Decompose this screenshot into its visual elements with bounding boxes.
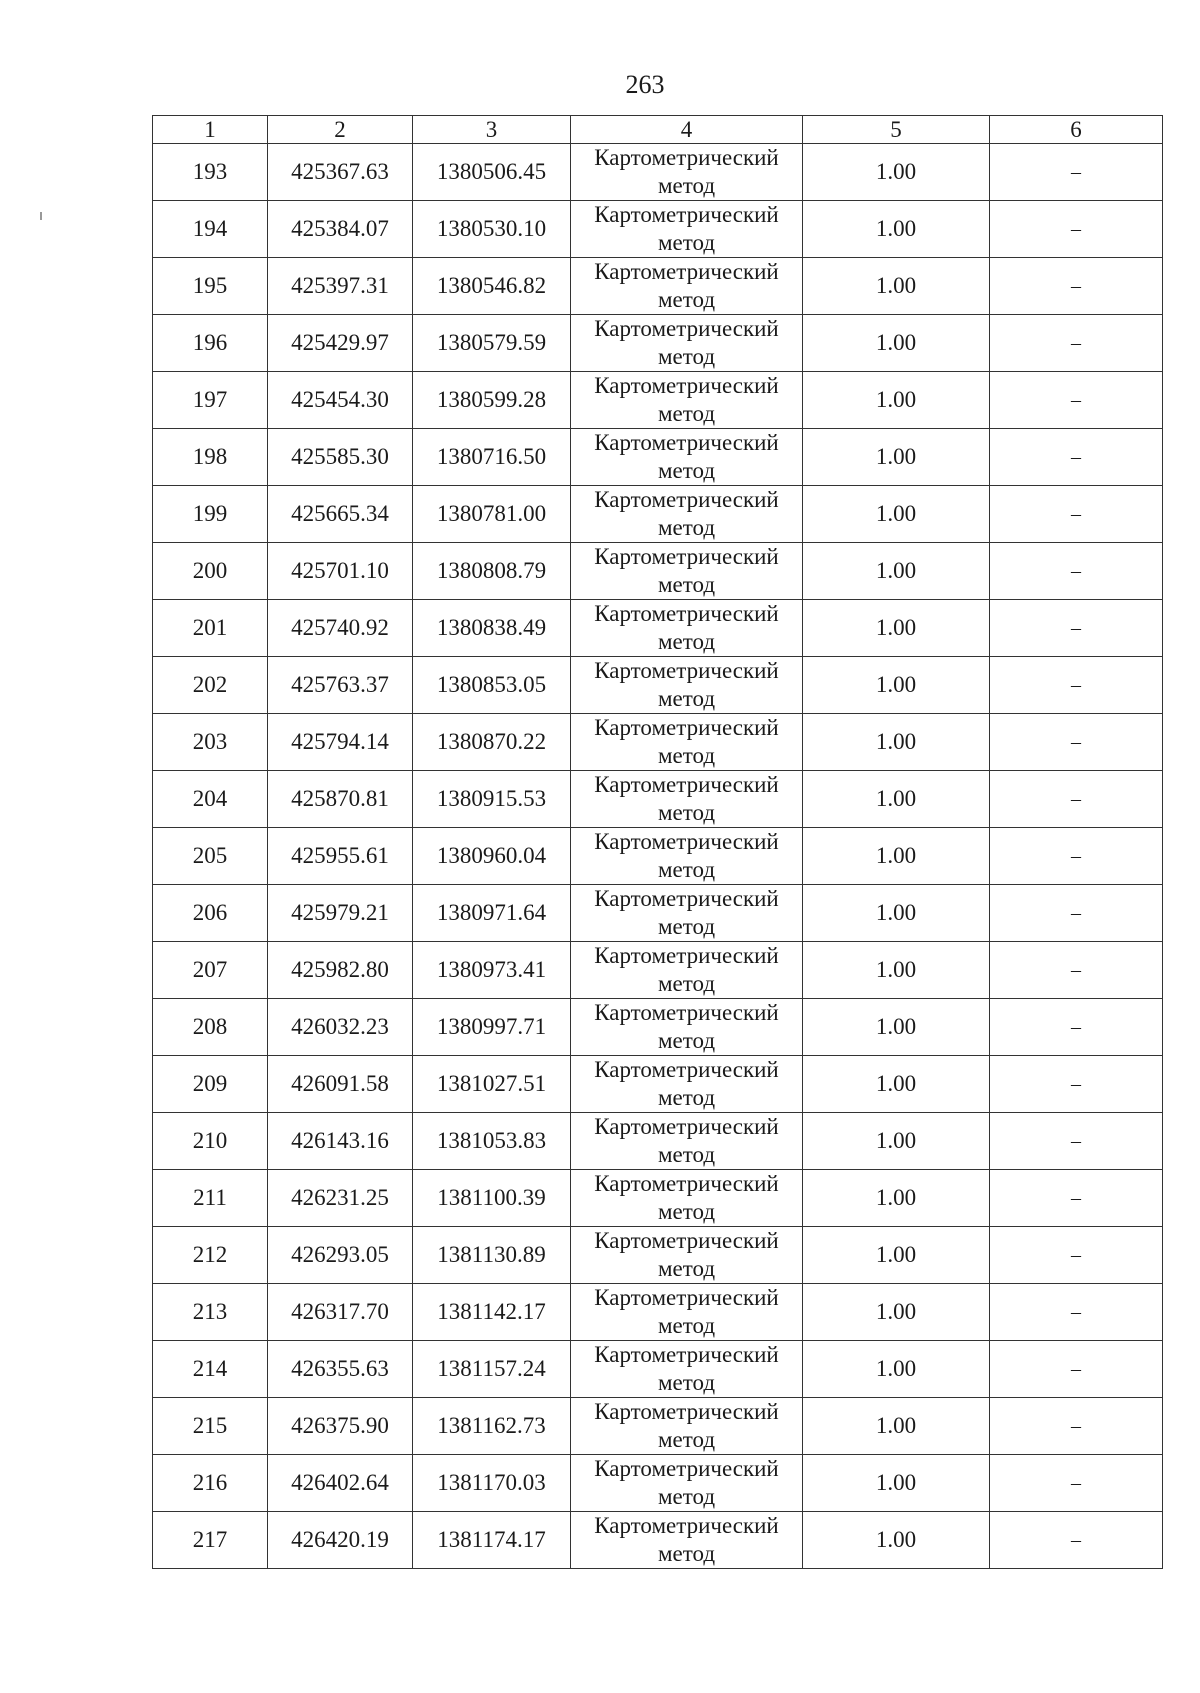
method-cell xyxy=(571,429,803,486)
point-number: 193 xyxy=(153,144,268,201)
note-value: – xyxy=(990,372,1163,429)
header-col-5: 5 xyxy=(803,116,990,144)
method-line-2: метод xyxy=(657,914,716,939)
method-line-1: Картометрический xyxy=(594,1171,779,1196)
method-cell xyxy=(571,1056,803,1113)
method-cell xyxy=(571,1113,803,1170)
method-line-2: метод xyxy=(657,1085,716,1110)
x-coordinate: 425794.14 xyxy=(268,714,413,771)
x-coordinate: 425979.21 xyxy=(268,885,413,942)
accuracy-value: 1.00 xyxy=(803,486,990,543)
table-row xyxy=(153,1170,1163,1227)
method-line-2: метод xyxy=(657,401,716,426)
accuracy-value: 1.00 xyxy=(803,1455,990,1512)
x-coordinate: 426420.19 xyxy=(268,1512,413,1569)
method-line-1: Картометрический xyxy=(594,1399,779,1424)
method-line-1: Картометрический xyxy=(594,1456,779,1481)
point-number: 194 xyxy=(153,201,268,258)
y-coordinate: 1381053.83 xyxy=(413,1113,571,1170)
page-number: 263 xyxy=(625,70,665,99)
note-value: – xyxy=(990,600,1163,657)
x-coordinate: 425397.31 xyxy=(268,258,413,315)
x-coordinate: 426293.05 xyxy=(268,1227,413,1284)
table-row xyxy=(153,543,1163,600)
header-col-6: 6 xyxy=(990,116,1163,144)
point-number: 209 xyxy=(153,1056,268,1113)
table-row xyxy=(153,885,1163,942)
y-coordinate: 1380506.45 xyxy=(413,144,571,201)
method-cell xyxy=(571,315,803,372)
note-value: – xyxy=(990,1056,1163,1113)
table-row xyxy=(153,657,1163,714)
method-line-2: метод xyxy=(657,1256,716,1281)
point-number: 203 xyxy=(153,714,268,771)
point-number: 206 xyxy=(153,885,268,942)
accuracy-value: 1.00 xyxy=(803,315,990,372)
point-number: 211 xyxy=(153,1170,268,1227)
x-coordinate: 425429.97 xyxy=(268,315,413,372)
method-cell xyxy=(571,942,803,999)
y-coordinate: 1380716.50 xyxy=(413,429,571,486)
method-line-2: метод xyxy=(657,1541,716,1566)
method-line-2: метод xyxy=(657,971,716,996)
x-coordinate: 425384.07 xyxy=(268,201,413,258)
note-value: – xyxy=(990,258,1163,315)
method-cell xyxy=(571,1512,803,1569)
method-line-2: метод xyxy=(657,458,716,483)
method-line-1: Картометрический xyxy=(594,1000,779,1025)
y-coordinate: 1380853.05 xyxy=(413,657,571,714)
method-line-2: метод xyxy=(657,1427,716,1452)
note-value: – xyxy=(990,771,1163,828)
method-line-1: Картометрический xyxy=(594,1342,779,1367)
y-coordinate: 1381142.17 xyxy=(413,1284,571,1341)
x-coordinate: 426355.63 xyxy=(268,1341,413,1398)
point-number: 196 xyxy=(153,315,268,372)
method-cell xyxy=(571,600,803,657)
method-line-2: метод xyxy=(657,800,716,825)
method-line-1: Картометрический xyxy=(594,259,779,284)
method-line-2: метод xyxy=(657,230,716,255)
method-line-1: Картометрический xyxy=(594,145,779,170)
note-value: – xyxy=(990,1341,1163,1398)
y-coordinate: 1380579.59 xyxy=(413,315,571,372)
accuracy-value: 1.00 xyxy=(803,201,990,258)
x-coordinate: 425740.92 xyxy=(268,600,413,657)
method-line-2: метод xyxy=(657,743,716,768)
note-value: – xyxy=(990,1113,1163,1170)
y-coordinate: 1381170.03 xyxy=(413,1455,571,1512)
method-line-2: метод xyxy=(657,515,716,540)
method-cell xyxy=(571,714,803,771)
note-value: – xyxy=(990,1170,1163,1227)
header-row xyxy=(153,116,1163,144)
method-line-2: метод xyxy=(657,344,716,369)
note-value: – xyxy=(990,201,1163,258)
point-number: 207 xyxy=(153,942,268,999)
table-row xyxy=(153,372,1163,429)
y-coordinate: 1380599.28 xyxy=(413,372,571,429)
accuracy-value: 1.00 xyxy=(803,1512,990,1569)
note-value: – xyxy=(990,1284,1163,1341)
note-value: – xyxy=(990,657,1163,714)
x-coordinate: 425763.37 xyxy=(268,657,413,714)
method-line-1: Картометрический xyxy=(594,715,779,740)
method-line-2: метод xyxy=(657,287,716,312)
note-value: – xyxy=(990,1227,1163,1284)
method-line-1: Картометрический xyxy=(594,1228,779,1253)
note-value: – xyxy=(990,885,1163,942)
header-col-4: 4 xyxy=(571,116,803,144)
x-coordinate: 425955.61 xyxy=(268,828,413,885)
x-coordinate: 425982.80 xyxy=(268,942,413,999)
header-col-2: 2 xyxy=(268,116,413,144)
y-coordinate: 1380870.22 xyxy=(413,714,571,771)
method-line-2: метод xyxy=(657,1484,716,1509)
method-line-1: Картометрический xyxy=(594,658,779,683)
method-cell xyxy=(571,258,803,315)
table-row xyxy=(153,429,1163,486)
x-coordinate: 426143.16 xyxy=(268,1113,413,1170)
point-number: 200 xyxy=(153,543,268,600)
method-line-1: Картометрический xyxy=(594,316,779,341)
table-row xyxy=(153,600,1163,657)
table-row xyxy=(153,486,1163,543)
method-line-1: Картометрический xyxy=(594,1057,779,1082)
x-coordinate: 426231.25 xyxy=(268,1170,413,1227)
table-row xyxy=(153,999,1163,1056)
y-coordinate: 1381157.24 xyxy=(413,1341,571,1398)
table-body xyxy=(153,144,1163,1569)
method-cell xyxy=(571,771,803,828)
accuracy-value: 1.00 xyxy=(803,600,990,657)
point-number: 213 xyxy=(153,1284,268,1341)
point-number: 195 xyxy=(153,258,268,315)
x-coordinate: 426032.23 xyxy=(268,999,413,1056)
table-row xyxy=(153,714,1163,771)
accuracy-value: 1.00 xyxy=(803,657,990,714)
accuracy-value: 1.00 xyxy=(803,828,990,885)
method-line-1: Картометрический xyxy=(594,1513,779,1538)
accuracy-value: 1.00 xyxy=(803,429,990,486)
scan-artifact xyxy=(40,212,42,220)
y-coordinate: 1380971.64 xyxy=(413,885,571,942)
header-col-1: 1 xyxy=(153,116,268,144)
method-line-1: Картометрический xyxy=(594,772,779,797)
point-number: 197 xyxy=(153,372,268,429)
header-col-3: 3 xyxy=(413,116,571,144)
accuracy-value: 1.00 xyxy=(803,1113,990,1170)
accuracy-value: 1.00 xyxy=(803,885,990,942)
point-number: 212 xyxy=(153,1227,268,1284)
y-coordinate: 1380781.00 xyxy=(413,486,571,543)
method-line-1: Картометрический xyxy=(594,430,779,455)
note-value: – xyxy=(990,543,1163,600)
accuracy-value: 1.00 xyxy=(803,543,990,600)
table-row xyxy=(153,258,1163,315)
table-row xyxy=(153,315,1163,372)
y-coordinate: 1380973.41 xyxy=(413,942,571,999)
y-coordinate: 1381130.89 xyxy=(413,1227,571,1284)
method-line-2: метод xyxy=(657,572,716,597)
y-coordinate: 1380915.53 xyxy=(413,771,571,828)
method-line-2: метод xyxy=(657,857,716,882)
table-row xyxy=(153,1455,1163,1512)
table-row xyxy=(153,942,1163,999)
x-coordinate: 426091.58 xyxy=(268,1056,413,1113)
method-line-1: Картометрический xyxy=(594,202,779,227)
y-coordinate: 1381174.17 xyxy=(413,1512,571,1569)
note-value: – xyxy=(990,714,1163,771)
note-value: – xyxy=(990,942,1163,999)
point-number: 216 xyxy=(153,1455,268,1512)
x-coordinate: 426375.90 xyxy=(268,1398,413,1455)
accuracy-value: 1.00 xyxy=(803,1284,990,1341)
table-row xyxy=(153,1227,1163,1284)
method-line-2: метод xyxy=(657,686,716,711)
y-coordinate: 1380960.04 xyxy=(413,828,571,885)
method-line-2: метод xyxy=(657,1313,716,1338)
method-line-1: Картометрический xyxy=(594,829,779,854)
note-value: – xyxy=(990,828,1163,885)
y-coordinate: 1380838.49 xyxy=(413,600,571,657)
note-value: – xyxy=(990,1398,1163,1455)
accuracy-value: 1.00 xyxy=(803,771,990,828)
point-number: 215 xyxy=(153,1398,268,1455)
method-line-1: Картометрический xyxy=(594,943,779,968)
point-number: 202 xyxy=(153,657,268,714)
x-coordinate: 425665.34 xyxy=(268,486,413,543)
accuracy-value: 1.00 xyxy=(803,258,990,315)
accuracy-value: 1.00 xyxy=(803,942,990,999)
method-line-1: Картометрический xyxy=(594,1285,779,1310)
method-line-1: Картометрический xyxy=(594,544,779,569)
table-row xyxy=(153,1512,1163,1569)
point-number: 217 xyxy=(153,1512,268,1569)
note-value: – xyxy=(990,315,1163,372)
method-cell xyxy=(571,486,803,543)
method-cell xyxy=(571,828,803,885)
method-line-2: метод xyxy=(657,629,716,654)
point-number: 204 xyxy=(153,771,268,828)
method-cell xyxy=(571,372,803,429)
accuracy-value: 1.00 xyxy=(803,1227,990,1284)
x-coordinate: 425701.10 xyxy=(268,543,413,600)
point-number: 198 xyxy=(153,429,268,486)
note-value: – xyxy=(990,486,1163,543)
method-line-2: метод xyxy=(657,1142,716,1167)
note-value: – xyxy=(990,1512,1163,1569)
y-coordinate: 1381162.73 xyxy=(413,1398,571,1455)
x-coordinate: 425585.30 xyxy=(268,429,413,486)
accuracy-value: 1.00 xyxy=(803,1056,990,1113)
x-coordinate: 426317.70 xyxy=(268,1284,413,1341)
method-line-1: Картометрический xyxy=(594,1114,779,1139)
method-line-1: Картометрический xyxy=(594,487,779,512)
accuracy-value: 1.00 xyxy=(803,999,990,1056)
table-row xyxy=(153,1398,1163,1455)
method-line-1: Картометрический xyxy=(594,601,779,626)
note-value: – xyxy=(990,999,1163,1056)
method-cell xyxy=(571,1227,803,1284)
y-coordinate: 1380997.71 xyxy=(413,999,571,1056)
note-value: – xyxy=(990,429,1163,486)
accuracy-value: 1.00 xyxy=(803,1398,990,1455)
y-coordinate: 1380546.82 xyxy=(413,258,571,315)
method-cell xyxy=(571,144,803,201)
method-line-1: Картометрический xyxy=(594,886,779,911)
accuracy-value: 1.00 xyxy=(803,372,990,429)
method-line-2: метод xyxy=(657,1028,716,1053)
table-header xyxy=(153,116,1163,144)
table-row xyxy=(153,828,1163,885)
x-coordinate: 425454.30 xyxy=(268,372,413,429)
y-coordinate: 1381100.39 xyxy=(413,1170,571,1227)
point-number: 205 xyxy=(153,828,268,885)
table-row xyxy=(153,201,1163,258)
point-number: 214 xyxy=(153,1341,268,1398)
method-cell xyxy=(571,1398,803,1455)
x-coordinate: 425870.81 xyxy=(268,771,413,828)
accuracy-value: 1.00 xyxy=(803,1170,990,1227)
point-number: 199 xyxy=(153,486,268,543)
note-value: – xyxy=(990,1455,1163,1512)
method-cell xyxy=(571,1170,803,1227)
method-cell xyxy=(571,1341,803,1398)
method-cell xyxy=(571,201,803,258)
method-cell xyxy=(571,657,803,714)
coordinates-table xyxy=(152,115,1163,1569)
method-line-2: метод xyxy=(657,1370,716,1395)
method-line-2: метод xyxy=(657,1199,716,1224)
x-coordinate: 426402.64 xyxy=(268,1455,413,1512)
table-row xyxy=(153,1341,1163,1398)
table-row xyxy=(153,771,1163,828)
method-cell xyxy=(571,1455,803,1512)
table-row xyxy=(153,1056,1163,1113)
accuracy-value: 1.00 xyxy=(803,144,990,201)
method-cell xyxy=(571,999,803,1056)
point-number: 210 xyxy=(153,1113,268,1170)
table-row xyxy=(153,144,1163,201)
y-coordinate: 1380530.10 xyxy=(413,201,571,258)
accuracy-value: 1.00 xyxy=(803,714,990,771)
table-row xyxy=(153,1113,1163,1170)
method-line-1: Картометрический xyxy=(594,373,779,398)
point-number: 208 xyxy=(153,999,268,1056)
note-value: – xyxy=(990,144,1163,201)
y-coordinate: 1380808.79 xyxy=(413,543,571,600)
accuracy-value: 1.00 xyxy=(803,1341,990,1398)
method-cell xyxy=(571,885,803,942)
method-line-2: метод xyxy=(657,173,716,198)
point-number: 201 xyxy=(153,600,268,657)
y-coordinate: 1381027.51 xyxy=(413,1056,571,1113)
method-cell xyxy=(571,543,803,600)
x-coordinate: 425367.63 xyxy=(268,144,413,201)
table-row xyxy=(153,1284,1163,1341)
method-cell xyxy=(571,1284,803,1341)
